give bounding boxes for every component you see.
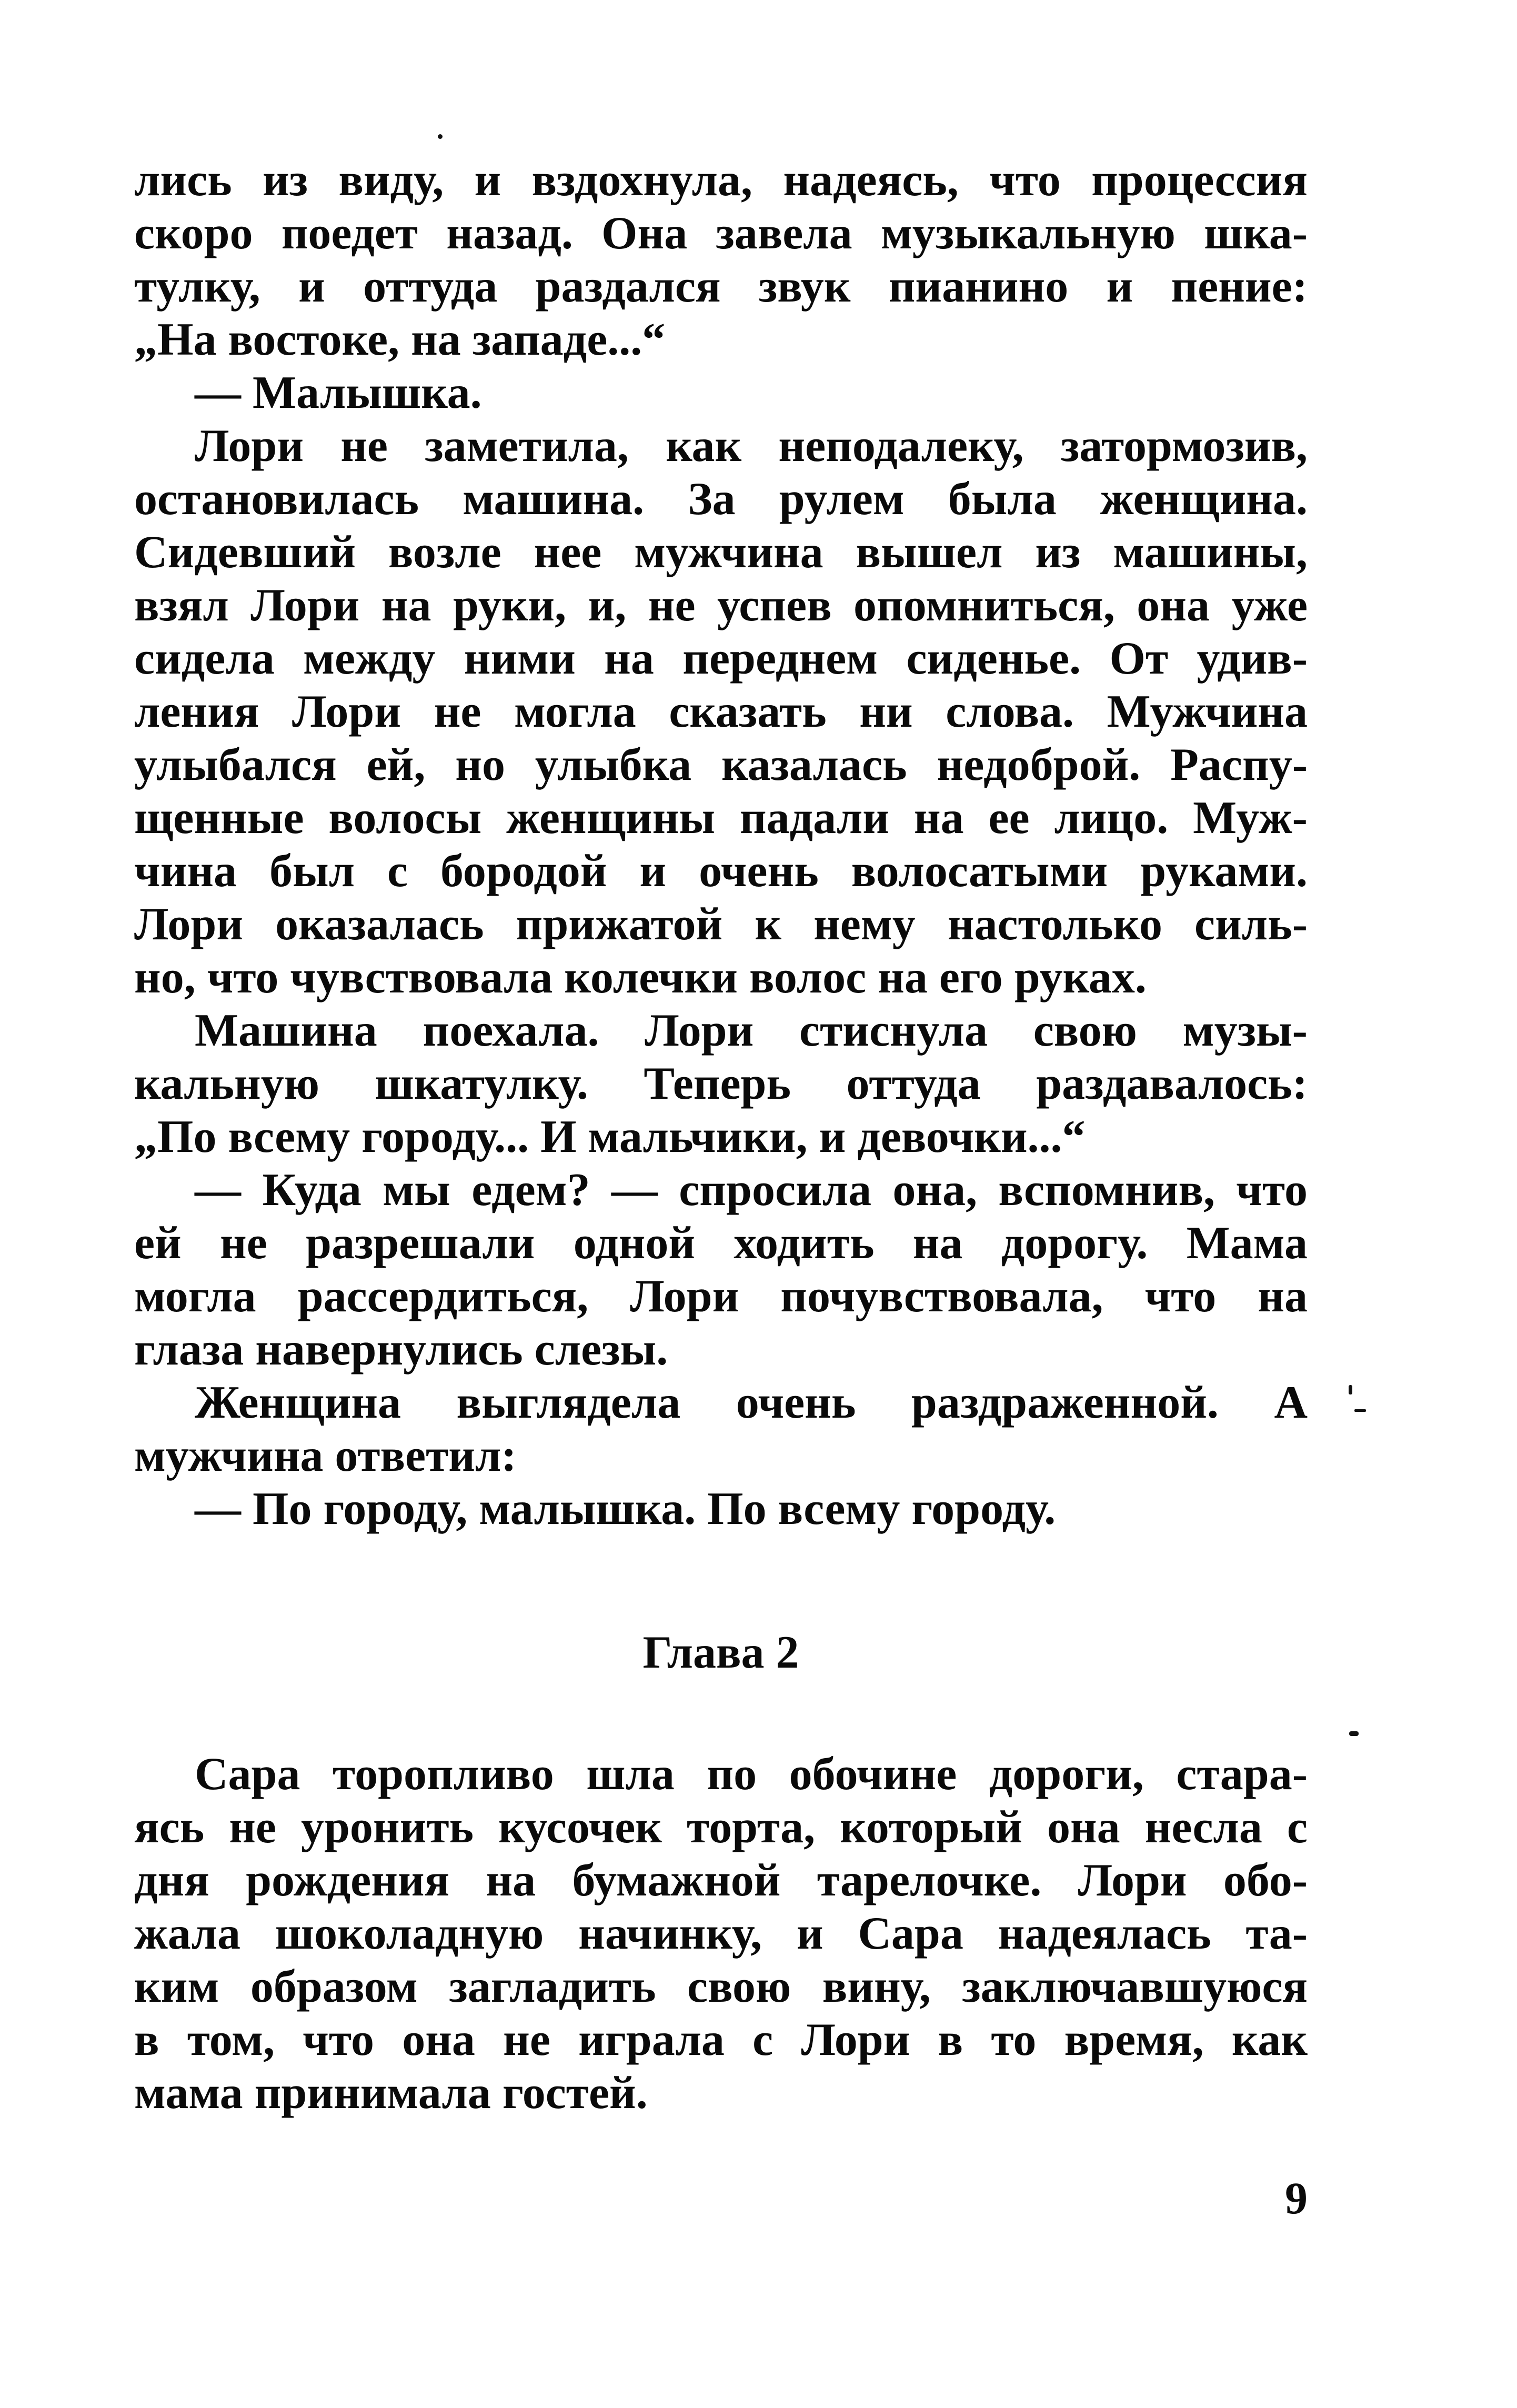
chapter-1-ending <box>134 154 1308 1536</box>
page-number: 9 <box>1285 2173 1308 2223</box>
text-line: Женщина выглядела очень раздраженной. А <box>195 1377 1308 1428</box>
text-line: Лори не заметила, как неподалеку, затормозив, <box>195 420 1308 471</box>
text-line: ким образом загладить свою вину, заключавшуюся <box>134 1961 1308 2012</box>
text-line: тулку, и оттуда раздался звук пианино и пение: <box>134 261 1308 312</box>
chapter-2-opening <box>134 1748 1308 2120</box>
text-line: щенные волосы женщины падали на ее лицо. Муж- <box>134 792 1308 844</box>
text-line: ясь не уронить кусочек торта, который она несла с <box>134 1802 1308 1853</box>
heading-spacer <box>134 1536 1308 1626</box>
scan-speck <box>1349 1731 1359 1736</box>
scan-speck <box>1354 1409 1366 1412</box>
text-line: улыбался ей, но улыбка казалась недоброй. Распу- <box>134 739 1308 790</box>
text-line: сидела между ними на переднем сиденье. От удив- <box>134 633 1308 684</box>
heading-spacer-after <box>134 1679 1308 1748</box>
text-line: жала шоколадную начинку, и Сара надеялась та- <box>134 1908 1308 1959</box>
text-line: ей не разрешали одной ходить на дорогу. Мама <box>134 1218 1308 1269</box>
text-line: лись из виду, и вздохнула, надеясь, что процессия <box>134 155 1308 206</box>
text-line: Сидевший возле нее мужчина вышел из машины, <box>134 527 1308 578</box>
text-line: но, что чувствовала колечки волос на его руках. <box>134 952 1147 1003</box>
scan-speck <box>1349 1385 1352 1394</box>
text-line: мама принимала гостей. <box>134 2068 648 2119</box>
text-line: чина был с бородой и очень волосатыми руками. <box>134 846 1308 897</box>
text-line: Машина поехала. Лори стиснула свою музы- <box>195 1005 1308 1056</box>
text-line: „На востоке, на западе...“ <box>134 314 666 365</box>
text-line: мужчина ответил: <box>134 1430 517 1481</box>
text-line: Сара торопливо шла по обочине дороги, стара- <box>195 1749 1308 1800</box>
text-line: скоро поедет назад. Она завела музыкальную шка- <box>134 208 1308 259</box>
text-line: кальную шкатулку. Теперь оттуда раздавалось: <box>134 1058 1308 1109</box>
text-line: взял Лори на руки, и, не успев опомниться, она уже <box>134 580 1308 631</box>
page-text <box>134 154 1308 2120</box>
text-line: ления Лори не могла сказать ни слова. Мужчина <box>134 686 1308 737</box>
text-line: в том, что она не играла с Лори в то время, как <box>134 2014 1308 2065</box>
scan-speck <box>438 134 443 139</box>
text-line: могла рассердиться, Лори почувствовала, что на <box>134 1271 1308 1322</box>
text-line: глаза навернулись слезы. <box>134 1324 668 1375</box>
text-line: „По всему городу... И мальчики, и девочки...“ <box>134 1111 1086 1162</box>
text-line: дня рождения на бумажной тарелочке. Лори обо- <box>134 1855 1308 1906</box>
text-line: Лори оказалась прижатой к нему настолько силь- <box>134 899 1308 950</box>
chapter-title: Глава 2 <box>642 1627 799 1678</box>
text-line: — Куда мы едем? — спросила она, вспомнив, что <box>195 1165 1308 1216</box>
text-line: — По городу, малышка. По всему городу. <box>195 1483 1056 1534</box>
text-line: — Малышка. <box>195 367 482 418</box>
text-line: остановилась машина. За рулем была женщина. <box>134 474 1308 525</box>
